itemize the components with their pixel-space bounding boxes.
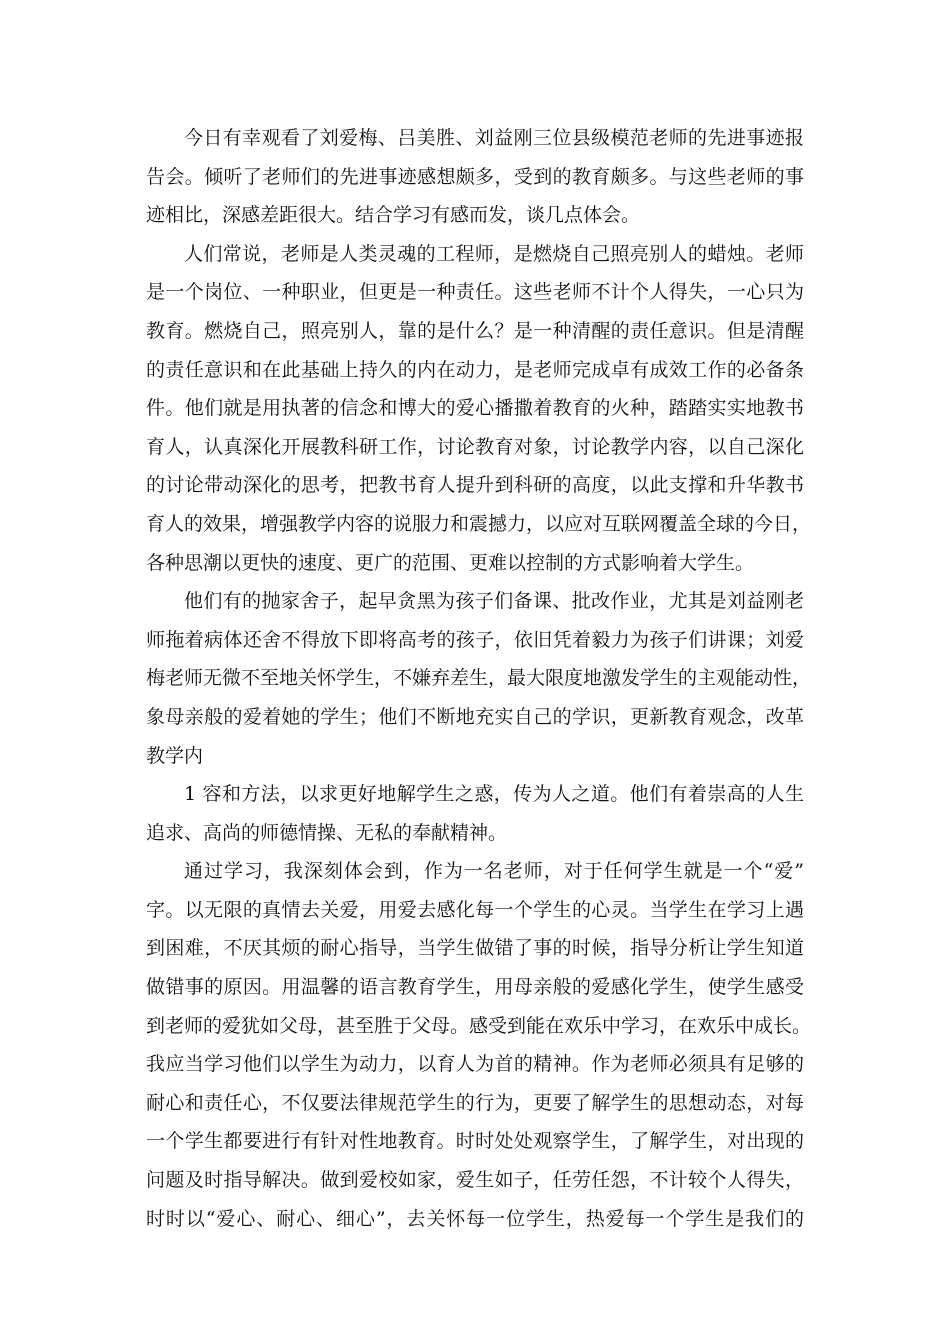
paragraph-line: 梅老师无微不至地关怀学生，不嫌弃差生，最大限度地激发学生的主观能动性， [146,667,812,690]
paragraph-line: 是一个岗位、一种职业，但更是一种责任。这些老师不计个人得失，一心只为 [146,281,804,304]
paragraph-line: 的责任意识和在此基础上持久的内在动力，是老师完成卓有成效工作的必备条 [146,358,804,381]
paragraph-line: 通过学习，我深刻体会到，作为一名老师，对于任何学生就是一个“爱” [184,860,804,883]
paragraph-line: 今日有幸观看了刘爱梅、吕美胜、刘益刚三位县级模范老师的先进事迹报 [184,127,804,149]
paragraph-line: 追求、高尚的师德情操、无私的奉献精神。 [146,821,508,844]
paragraph-line: 时时以“爱心、耐心、细心”，去关怀每一位学生，热爱每一个学生是我们的 [146,1207,804,1230]
paragraph-line: 告会。倾听了老师们的先进事迹感想颇多，受到的教育颇多。与这些老师的事 [146,165,804,188]
paragraph-line: 1 容和方法，以求更好地解学生之惑，传为人之道。他们有着崇高的人生 [184,783,804,806]
paragraph-line: 师拖着病体还舍不得放下即将高考的孩子，依旧凭着毅力为孩子们讲课；刘爱 [146,628,804,651]
paragraph-line: 做错事的原因。用温馨的语言教育学生，用母亲般的爱感化学生，使学生感受 [146,976,804,999]
paragraph-line: 问题及时指导解决。做到爱校如家，爱生如子，任劳任怨，不计较个人得失， [146,1169,804,1192]
body-text [146,119,812,1238]
paragraph-line: 一个学生都要进行有针对性地教育。时时处处观察学生，了解学生，对出现的 [146,1130,804,1153]
paragraph-line: 耐心和责任心，不仅要法律规范学生的行为，更要了解学生的思想动态，对每 [146,1091,804,1114]
paragraph-line: 他们有的抛家舍子，起早贪黑为孩子们备课、批改作业，尤其是刘益刚老 [184,590,804,613]
paragraph-line: 各种思潮以更快的速度、更广的范围、更难以控制的方式影响着大学生。 [146,551,755,574]
paragraph-line: 迹相比，深感差距很大。结合学习有感而发，谈几点体会。 [146,204,641,227]
paragraph-line: 我应当学习他们以学生为动力，以育人为首的精神。作为老师必须具有足够的 [146,1053,804,1076]
paragraph-line: 到困难，不厌其烦的耐心指导，当学生做错了事的时候，指导分析让学生知道 [146,937,804,960]
paragraph-line: 到老师的爱犹如父母，甚至胜于父母。感受到能在欢乐中学习，在欢乐中成长。 [146,1014,812,1037]
paragraph-line: 象母亲般的爱着她的学生；他们不断地充实自己的学识，更新教育观念，改革 [146,705,804,728]
paragraph-line: 教育。燃烧自己，照亮别人，靠的是什么？是一种清醒的责任意识。但是清醒 [146,319,804,342]
paragraph-line: 的讨论带动深化的思考，把教书育人提升到科研的高度，以此支撑和升华教书 [146,474,804,497]
paragraph-line: 人们常说，老师是人类灵魂的工程师，是燃烧自己照亮别人的蜡烛。老师 [184,242,804,265]
paragraph-line: 教学内 [146,744,204,767]
paragraph-line: 字。以无限的真情去关爱，用爱去感化每一个学生的心灵。当学生在学习上遇 [146,898,804,921]
paragraph-line: 育人的效果，增强教学内容的说服力和震撼力，以应对互联网覆盖全球的今日， [146,512,812,535]
paragraph-line: 育人，认真深化开展教科研工作，讨论教育对象，讨论教学内容，以自己深化 [146,435,804,458]
paragraph-line: 件。他们就是用执著的信念和博大的爱心播撒着教育的火种，踏踏实实地教书 [146,397,804,420]
